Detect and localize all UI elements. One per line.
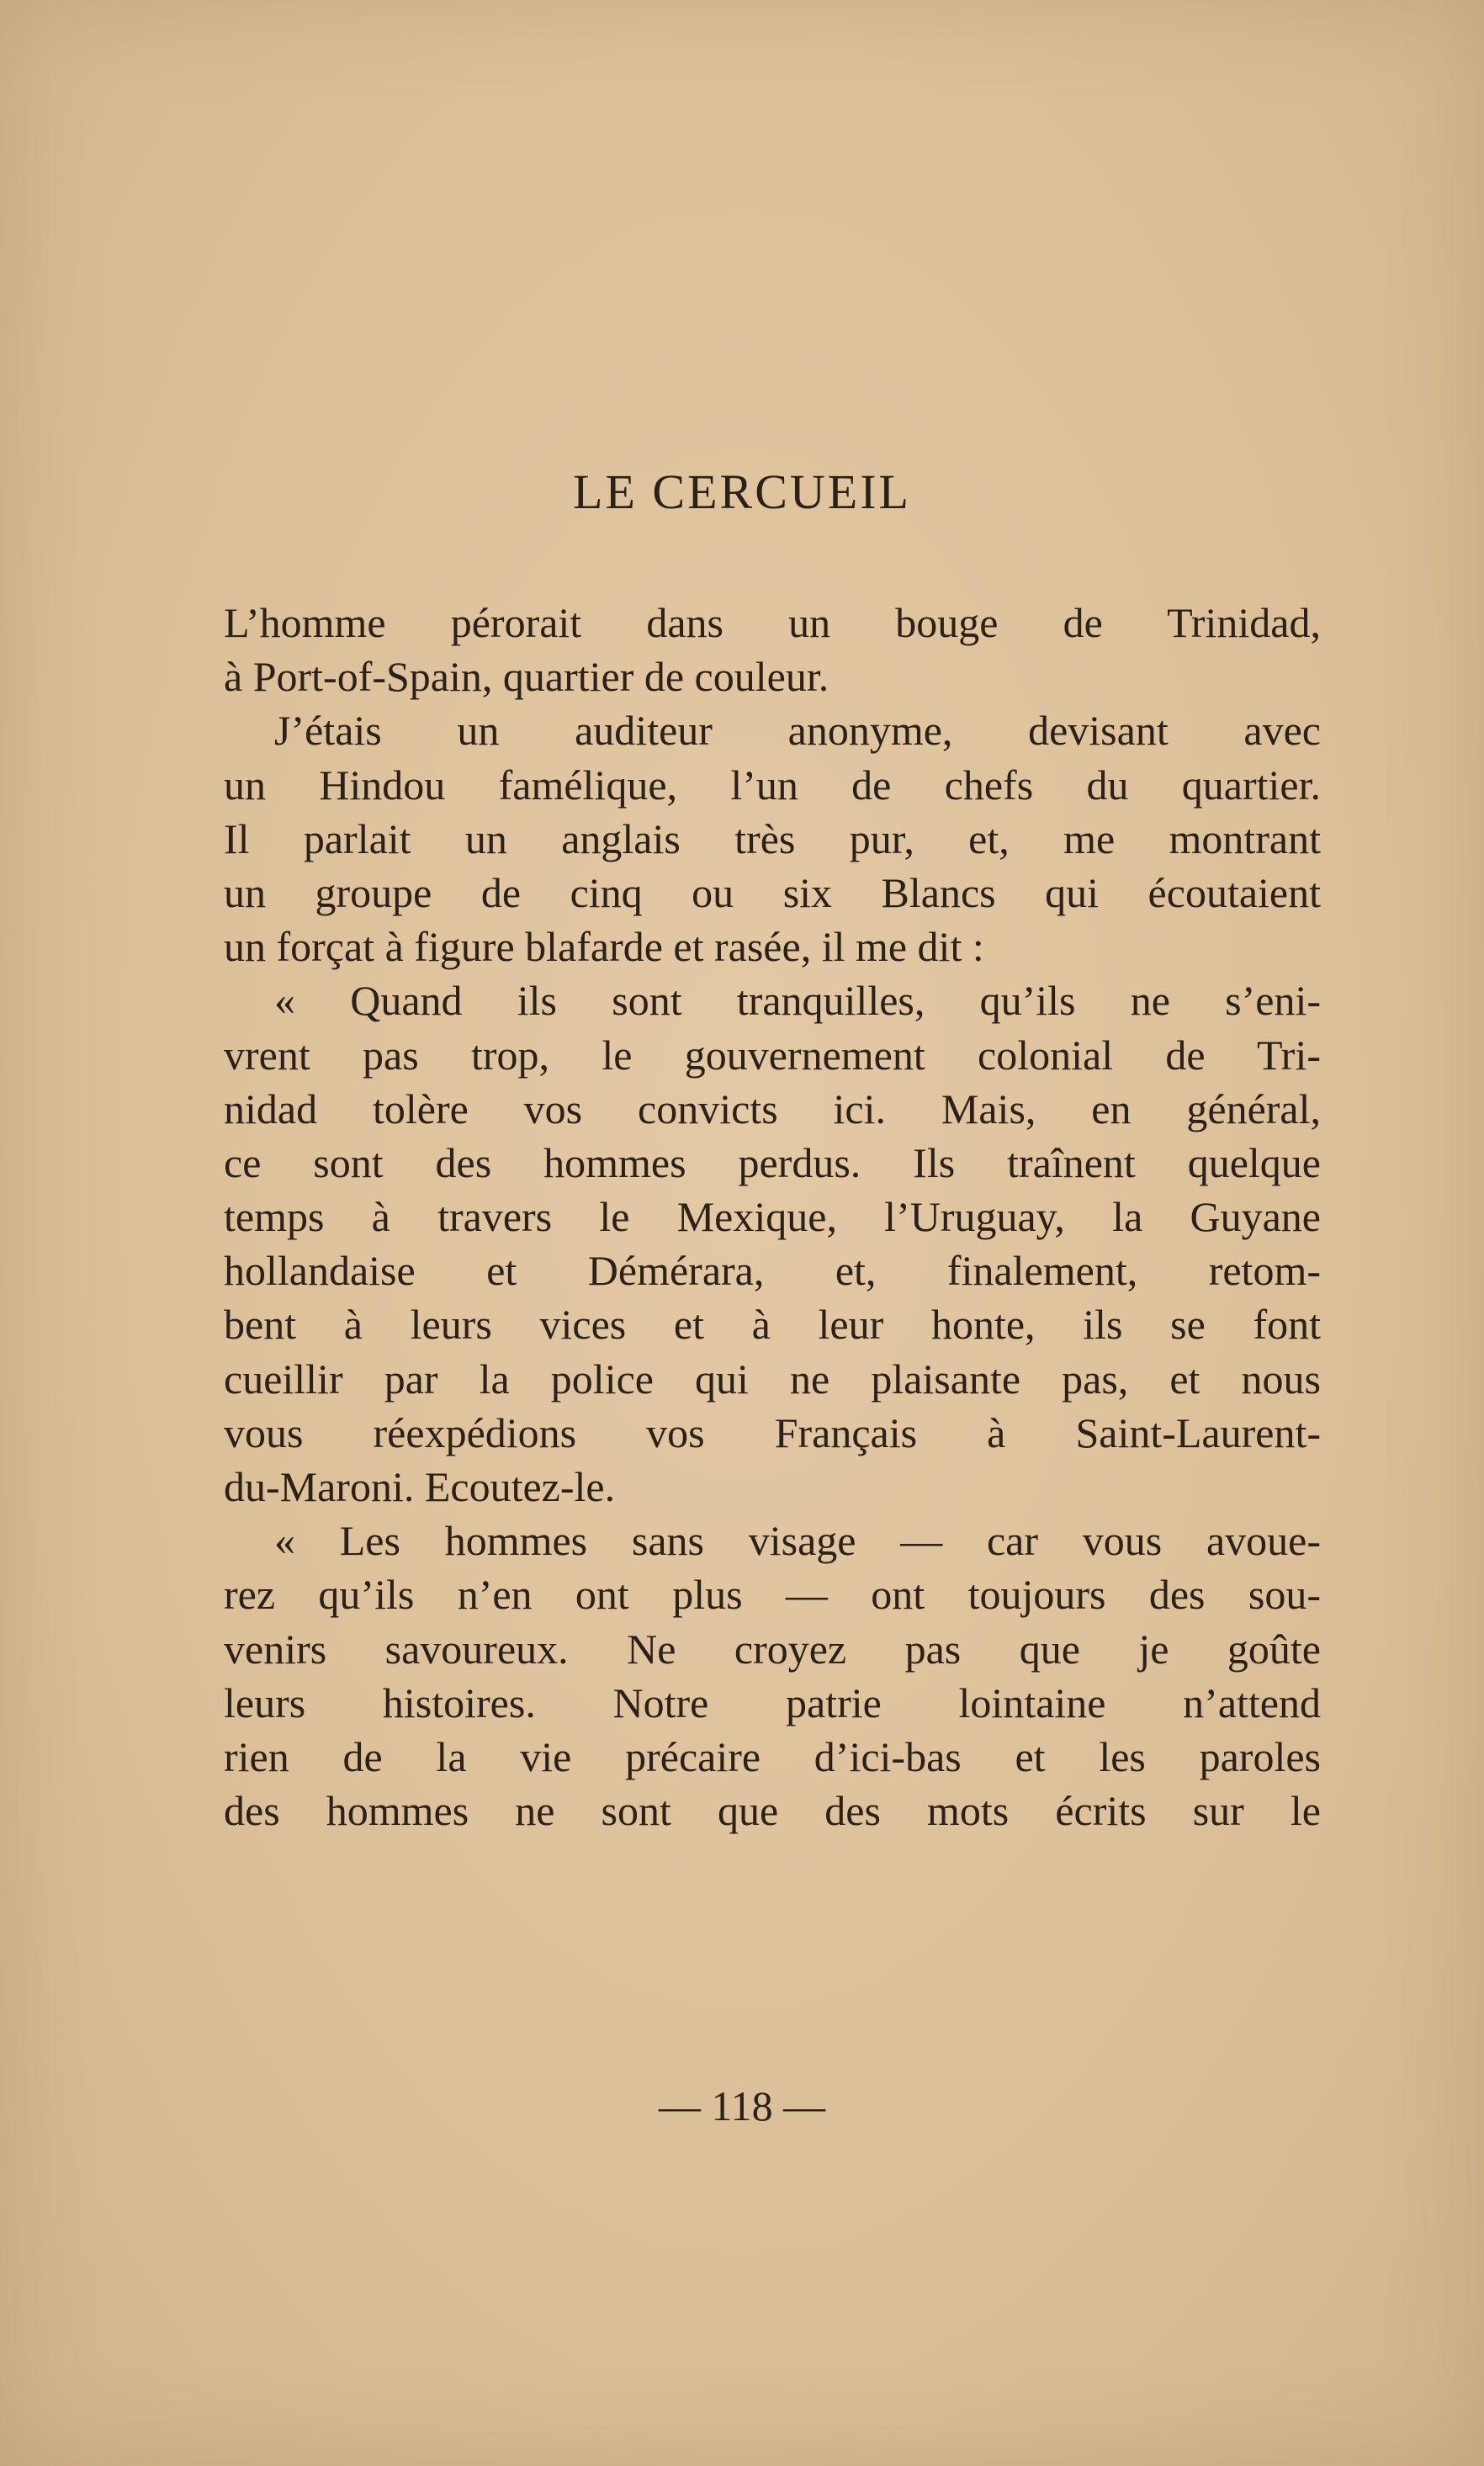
text-line: un groupe de cinq ou six Blancs qui écoutaient bbox=[224, 868, 1321, 916]
text-line: hollandaise et Démérara, et, finalement, retom- bbox=[224, 1247, 1321, 1295]
text-line: « Quand ils sont tranquilles, qu’ils ne s’eni- bbox=[274, 977, 1321, 1025]
text-line: J’étais un auditeur anonyme, devisant avec bbox=[274, 707, 1321, 755]
text-line: rien de la vie précaire d’ici-bas et les paroles bbox=[224, 1732, 1321, 1780]
text-line: des hommes ne sont que des mots écrits sur le bbox=[224, 1787, 1321, 1835]
text-line: nidad tolère vos convicts ici. Mais, en général, bbox=[224, 1085, 1321, 1132]
text-line: « Les hommes sans visage — car vous avoue- bbox=[274, 1517, 1321, 1565]
text-line: venirs savoureux. Ne croyez pas que je goûte bbox=[224, 1625, 1321, 1673]
text-line: vrent pas trop, le gouvernement colonial de Tri- bbox=[224, 1031, 1321, 1079]
text-line: cueillir par la police qui ne plaisante pas, et nous bbox=[224, 1355, 1321, 1403]
text-line: vous réexpédions vos Français à Saint-Laurent- bbox=[224, 1408, 1321, 1456]
text-line: L’homme pérorait dans un bouge de Trinidad, bbox=[224, 599, 1321, 646]
text-line: un Hindou famélique, l’un de chefs du quartier. bbox=[224, 761, 1321, 809]
body-text bbox=[224, 596, 1321, 1838]
text-line: rez qu’ils n’en ont plus — ont toujours des sou- bbox=[224, 1571, 1321, 1619]
text-line: temps à travers le Mexique, l’Uruguay, la Guyane bbox=[224, 1193, 1321, 1241]
text-line: ce sont des hommes perdus. Ils traînent quelque bbox=[224, 1138, 1321, 1186]
text-line: du-Maroni. Ecoutez-le. bbox=[224, 1463, 616, 1510]
text-line: à Port-of-Spain, quartier de couleur. bbox=[224, 653, 829, 701]
text-line: leurs histoires. Notre patrie lointaine n’attend bbox=[224, 1678, 1321, 1726]
page-number: — 118 — bbox=[658, 2082, 826, 2129]
text-line: Il parlait un anglais très pur, et, me montrant bbox=[224, 814, 1321, 862]
text-line: un forçat à figure blafarde et rasée, il me dit : bbox=[224, 923, 984, 971]
chapter-title: LE CERCUEIL bbox=[573, 464, 911, 519]
text-line: bent à leurs vices et à leur honte, ils se font bbox=[224, 1301, 1321, 1349]
